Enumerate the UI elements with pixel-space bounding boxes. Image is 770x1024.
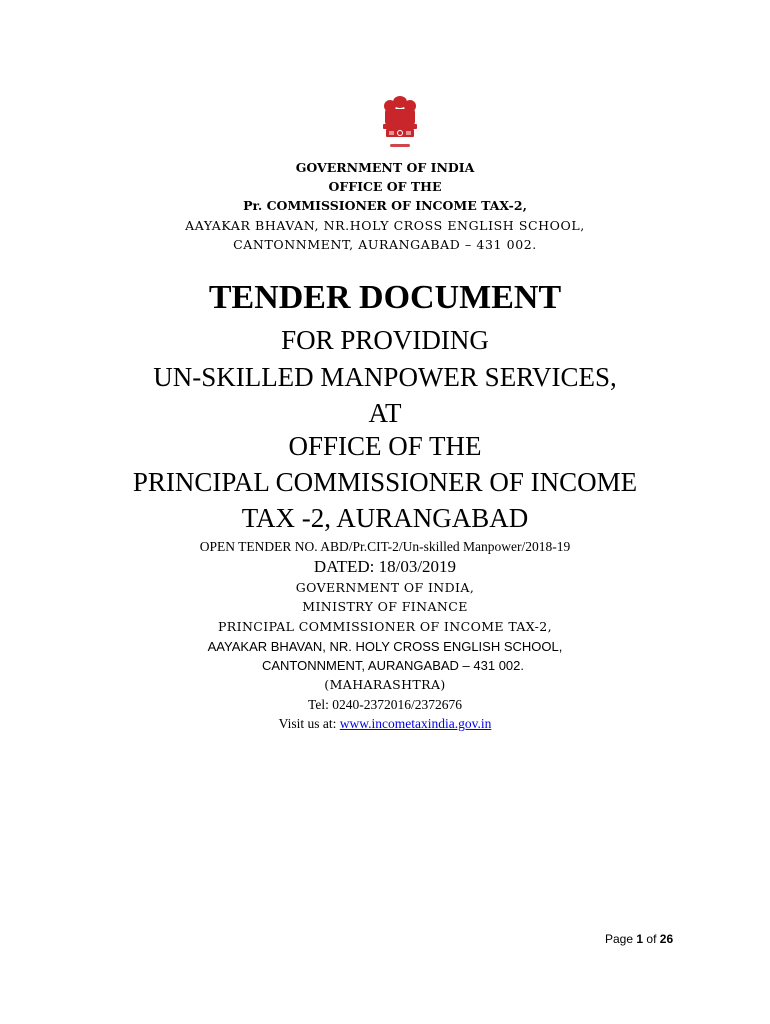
page-label: Page bbox=[605, 932, 634, 946]
header-address-line1: AAYAKAR BHAVAN, NR.HOLY CROSS ENGLISH SCHOOL, bbox=[185, 218, 585, 233]
page-number bbox=[605, 932, 673, 946]
subtitle-line5: PRINCIPAL COMMISSIONER OF INCOME bbox=[132, 467, 638, 497]
details-address-line1: AAYAKAR BHAVAN, NR. HOLY CROSS ENGLISH SCHOOL, bbox=[207, 639, 563, 654]
details-office: PRINCIPAL COMMISSIONER OF INCOME TAX-2, bbox=[217, 619, 552, 634]
details-government: GOVERNMENT OF INDIA, bbox=[295, 580, 475, 595]
website-label: Visit us at: bbox=[278, 716, 340, 731]
document-title: TENDER DOCUMENT bbox=[208, 279, 562, 316]
subtitle-line2: UN-SKILLED MANPOWER SERVICES, bbox=[153, 362, 617, 392]
details-website bbox=[0, 716, 770, 732]
website-link[interactable]: www.incometaxindia.gov.in bbox=[339, 716, 492, 731]
subtitle-line6: TAX -2, AURANGABAD bbox=[241, 503, 529, 533]
header-address-line2: CANTONNMENT, AURANGABAD – 431 002. bbox=[233, 237, 537, 252]
header-line-office: OFFICE OF THE bbox=[328, 179, 442, 194]
tender-number: OPEN TENDER NO. ABD/Pr.CIT-2/Un-skilled Manpower/2018-19 bbox=[199, 539, 571, 554]
page-total: 26 bbox=[659, 932, 674, 946]
national-emblem-icon bbox=[372, 94, 428, 152]
tender-date: DATED: 18/03/2019 bbox=[313, 557, 457, 576]
details-address-line2: CANTONNMENT, AURANGABAD – 431 002. bbox=[261, 658, 524, 673]
details-ministry: MINISTRY OF FINANCE bbox=[302, 599, 468, 614]
page-of: of bbox=[646, 932, 657, 946]
header-line-commissioner: Pr. COMMISSIONER OF INCOME TAX-2, bbox=[243, 198, 527, 213]
subtitle-line3: AT bbox=[368, 398, 402, 428]
details-state: (MAHARASHTRA) bbox=[324, 677, 446, 692]
subtitle-line4: OFFICE OF THE bbox=[288, 431, 482, 461]
subtitle-line1: FOR PROVIDING bbox=[281, 325, 489, 355]
page-current: 1 bbox=[636, 932, 644, 946]
header-line-government: GOVERNMENT OF INDIA bbox=[295, 160, 475, 175]
details-telephone: Tel: 0240-2372016/2372676 bbox=[308, 697, 462, 712]
